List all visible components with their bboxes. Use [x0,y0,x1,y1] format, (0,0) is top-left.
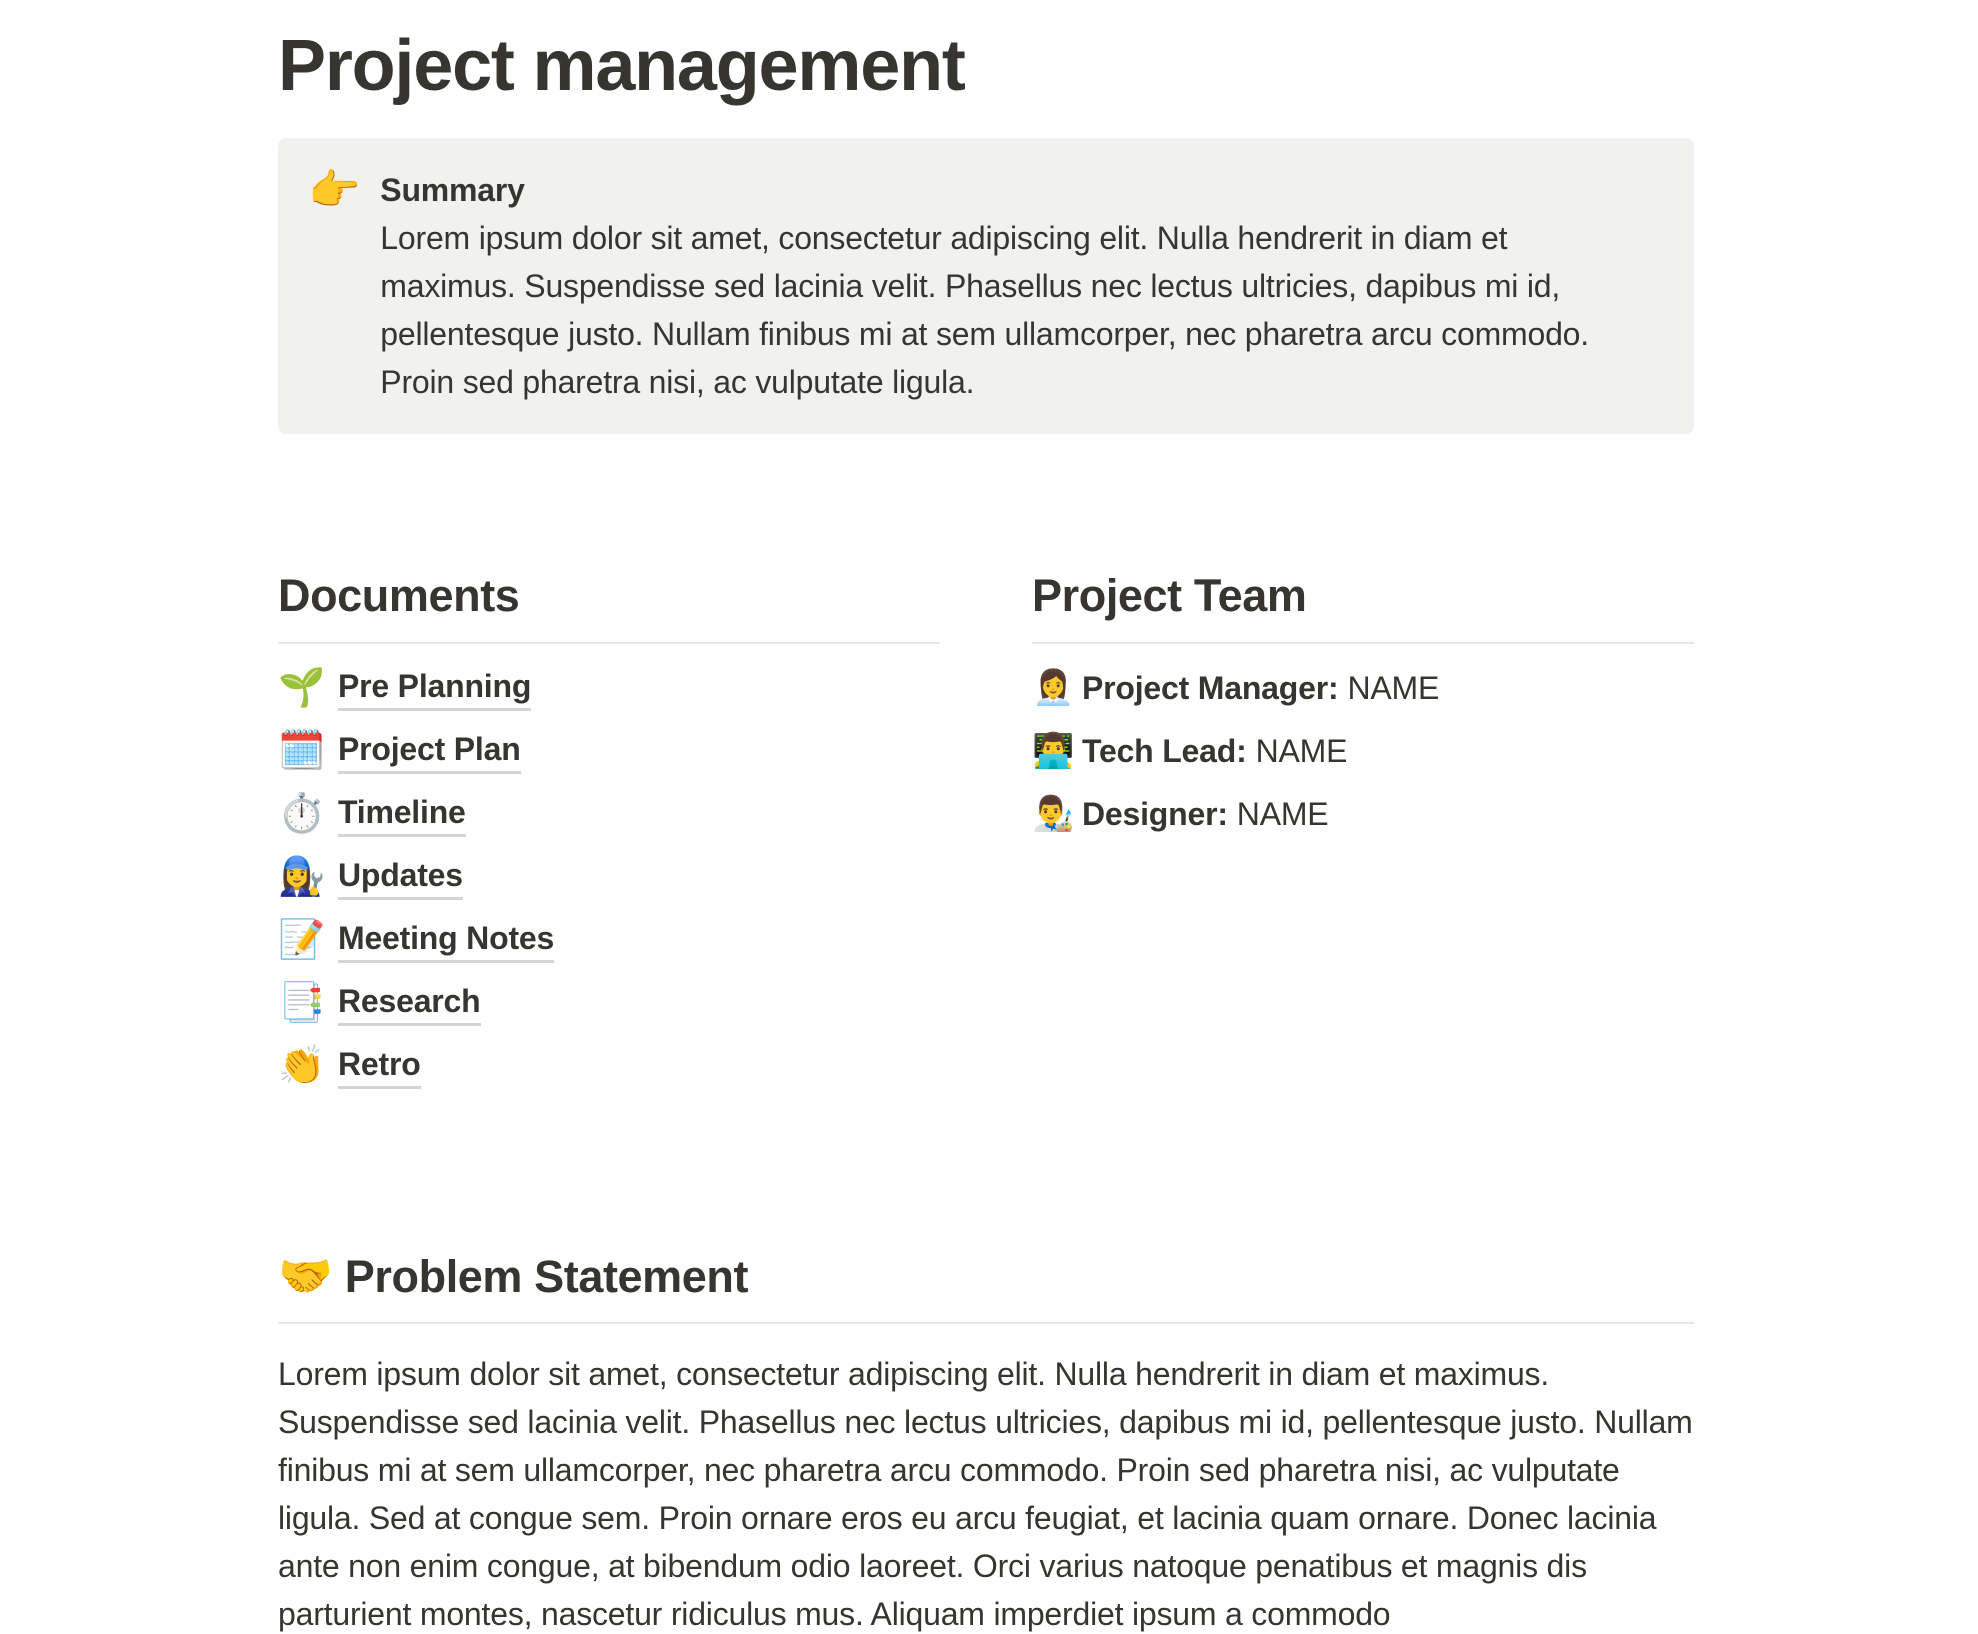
summary-callout [278,138,1694,434]
pointing-right-icon: 👉 [308,166,361,213]
summary-callout-content [380,166,1645,406]
woman-office-worker-icon: 👩‍💼 [1032,669,1075,707]
doc-link-research[interactable] [278,979,940,1027]
project-team-column [1032,566,1694,1105]
summary-callout-body: Lorem ipsum dolor sit amet, consectetur adipiscing elit. Nulla hendrerit in diam et maximus. Suspendisse sed lacinia velit. Phasellus nec lectus ultricies, dapibus mi id, pellentesque justo. Nullam finibus mi at sem ullamcorper, nec pharetra arcu commodo. Proin sed pharetra nisi, ac vulputate ligula. [380,220,1589,400]
doc-link-pre-planning[interactable] [278,664,940,712]
memo-icon: 📝 [278,919,326,961]
doc-link-label[interactable]: Retro [338,1044,421,1089]
team-role-label: Tech Lead: [1082,732,1247,769]
team-member-name: NAME [1347,669,1440,706]
documents-column [278,566,940,1105]
summary-callout-title: Summary [380,172,525,208]
notion-page [278,22,1694,1634]
doc-link-label[interactable]: Updates [338,855,463,900]
documents-heading: Documents [278,570,520,621]
clapping-hands-icon: 👏 [278,1045,326,1087]
team-row-tech-lead [1032,727,1694,775]
doc-link-label[interactable]: Research [338,981,481,1026]
woman-mechanic-icon: 👩‍🔧 [278,856,326,898]
seedling-icon: 🌱 [278,667,326,709]
doc-link-retro[interactable] [278,1042,940,1090]
stopwatch-icon: ⏱️ [278,793,326,835]
doc-link-project-plan[interactable] [278,727,940,775]
problem-statement-text: Lorem ipsum dolor sit amet, consectetur adipiscing elit. Nulla hendrerit in diam et maximus. Suspendisse sed lacinia velit. Phasellus nec lectus ultricies, dapibus mi id, pellentesque justo. Nullam finibus mi at sem ullamcorper, nec pharetra arcu commodo. Proin sed pharetra nisi, ac vulputate ligula. Sed at congue sem. Proin ornare eros eu arcu feugiat, et lacinia quam ornare. Donec lacinia ante non enim congue, at bibendum odio laoreet. Orci varius natoque penatibus et magnis dis parturient montes, nascetur ridiculus mus. Aliquam imperdiet ipsum a commodo [278,1356,1693,1632]
doc-link-timeline[interactable] [278,790,940,838]
doc-link-label[interactable]: Project Plan [338,729,521,774]
team-role-label: Project Manager: [1082,669,1339,706]
team-member-name: NAME [1255,732,1348,769]
two-column-section [278,566,1694,1105]
doc-link-meeting-notes[interactable] [278,916,940,964]
doc-link-updates[interactable] [278,853,940,901]
doc-link-label[interactable]: Pre Planning [338,666,531,711]
problem-statement-heading-row [278,1247,1694,1307]
team-row-designer [1032,790,1694,838]
project-team-heading: Project Team [1032,570,1307,621]
project-team-divider [1032,642,1694,644]
man-artist-icon: 👨‍🎨 [1032,795,1075,833]
spiral-calendar-icon: 🗓️ [278,730,326,772]
bookmark-tabs-icon: 📑 [278,982,326,1024]
team-member-name: NAME [1236,795,1329,832]
team-role-label: Designer: [1082,795,1228,832]
problem-statement-heading: Problem Statement [344,1251,749,1302]
team-row-project-manager [1032,664,1694,712]
doc-link-label[interactable]: Timeline [338,792,466,837]
documents-divider [278,642,940,644]
doc-link-label[interactable]: Meeting Notes [338,918,554,963]
problem-statement-divider [278,1322,1694,1324]
man-technologist-icon: 👨‍💻 [1032,732,1075,770]
page-title: Project management [278,26,965,106]
handshake-icon: 🤝 [278,1252,333,1301]
